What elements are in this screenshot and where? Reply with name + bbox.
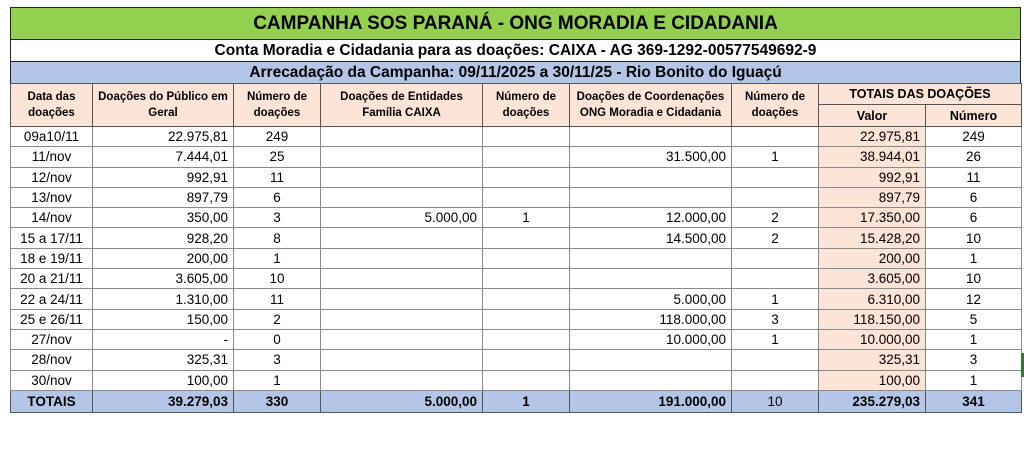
- cell-coordination-count[interactable]: 3: [732, 309, 819, 329]
- cell-total-count[interactable]: 1: [926, 370, 1022, 390]
- cell-entities-count[interactable]: [483, 269, 570, 289]
- cell-coordination[interactable]: 5.000,00: [570, 289, 732, 309]
- cell-entities-count[interactable]: [483, 289, 570, 309]
- header-coordination-donations: Doações de Coordenações ONG Moradia e Cidadania: [570, 84, 732, 127]
- cell-total-value[interactable]: 897,79: [819, 187, 926, 207]
- cell-public-count[interactable]: 6: [234, 187, 321, 207]
- cell-public[interactable]: 22.975,81: [93, 127, 234, 147]
- spreadsheet: [10, 7, 1021, 413]
- cell-total-value[interactable]: 15.428,20: [819, 228, 926, 248]
- cell-entities-count[interactable]: [483, 127, 570, 147]
- donations-table: [10, 83, 1022, 413]
- cell-total-value[interactable]: 3.605,00: [819, 269, 926, 289]
- cell-public-count[interactable]: 3: [234, 208, 321, 228]
- cell-date[interactable]: 13/nov: [11, 187, 93, 207]
- cell-entities-count[interactable]: [483, 329, 570, 349]
- cell-total-count[interactable]: 1: [926, 248, 1022, 268]
- cell-public[interactable]: 3.605,00: [93, 269, 234, 289]
- cell-coordination-count[interactable]: 1: [732, 289, 819, 309]
- donations-rows: [11, 127, 1022, 391]
- cell-coordination-count[interactable]: 2: [732, 228, 819, 248]
- cell-public-count[interactable]: 11: [234, 167, 321, 187]
- campaign-period-line: Arrecadação da Campanha: 09/11/2025 a 30/11/25 - Rio Bonito do Iguaçú: [10, 61, 1021, 83]
- cell-coordination-count[interactable]: [732, 187, 819, 207]
- cell-public[interactable]: 100,00: [93, 370, 234, 390]
- cell-entities-count[interactable]: [483, 228, 570, 248]
- cell-coordination[interactable]: 12.000,00: [570, 208, 732, 228]
- cell-date[interactable]: 14/nov: [11, 208, 93, 228]
- cell-coordination[interactable]: [570, 248, 732, 268]
- cell-public[interactable]: 200,00: [93, 248, 234, 268]
- cell-public-count[interactable]: 11: [234, 289, 321, 309]
- table-row: [11, 329, 1022, 349]
- table-row: [11, 269, 1022, 289]
- cell-coordination[interactable]: [570, 187, 732, 207]
- cell-total-count[interactable]: 10: [926, 228, 1022, 248]
- cell-coordination[interactable]: 31.500,00: [570, 147, 732, 167]
- cell-coordination-count[interactable]: [732, 127, 819, 147]
- totals-coordination-count: 10: [732, 390, 819, 412]
- cell-entities[interactable]: [321, 187, 483, 207]
- totals-coordination: 191.000,00: [570, 390, 732, 412]
- table-row: [11, 289, 1022, 309]
- cell-entities[interactable]: [321, 289, 483, 309]
- cell-public[interactable]: 897,79: [93, 187, 234, 207]
- cell-date[interactable]: 22 a 24/11: [11, 289, 93, 309]
- cell-total-value[interactable]: 38.944,01: [819, 147, 926, 167]
- cell-coordination-count[interactable]: [732, 167, 819, 187]
- cell-public-count[interactable]: 2: [234, 309, 321, 329]
- cell-total-count[interactable]: 3: [926, 350, 1022, 370]
- cell-entities-count[interactable]: [483, 147, 570, 167]
- cell-entities-count[interactable]: [483, 187, 570, 207]
- cell-public-count[interactable]: 249: [234, 127, 321, 147]
- cell-entities[interactable]: [321, 309, 483, 329]
- header-entity-count: Número de doações: [483, 84, 570, 127]
- table-row: [11, 127, 1022, 147]
- cell-total-value[interactable]: 100,00: [819, 370, 926, 390]
- cell-public[interactable]: 350,00: [93, 208, 234, 228]
- cell-entities-count[interactable]: [483, 248, 570, 268]
- table-row: [11, 248, 1022, 268]
- cell-total-value[interactable]: 6.310,00: [819, 289, 926, 309]
- cell-date[interactable]: 09a10/11: [11, 127, 93, 147]
- campaign-title: CAMPANHA SOS PARANÁ - ONG MORADIA E CIDADANIA: [10, 7, 1021, 39]
- cell-total-value[interactable]: 992,91: [819, 167, 926, 187]
- cell-entities[interactable]: [321, 127, 483, 147]
- table-row: [11, 147, 1022, 167]
- totals-grand-value: 235.279,03: [819, 390, 926, 412]
- cell-public[interactable]: 928,20: [93, 228, 234, 248]
- header-public-count: Número de doações: [234, 84, 321, 127]
- cell-coordination[interactable]: [570, 350, 732, 370]
- cell-date[interactable]: 15 a 17/11: [11, 228, 93, 248]
- cell-total-value[interactable]: 118.150,00: [819, 309, 926, 329]
- cell-date[interactable]: 30/nov: [11, 370, 93, 390]
- totals-label: TOTAIS: [11, 390, 93, 412]
- cell-public-count[interactable]: 1: [234, 248, 321, 268]
- cell-total-value[interactable]: 17.350,00: [819, 208, 926, 228]
- cell-entities-count[interactable]: [483, 350, 570, 370]
- cell-coordination-count[interactable]: [732, 269, 819, 289]
- cell-date[interactable]: 11/nov: [11, 147, 93, 167]
- cell-date[interactable]: 20 a 21/11: [11, 269, 93, 289]
- cell-public-count[interactable]: 10: [234, 269, 321, 289]
- header-total-count: Número: [926, 105, 1022, 127]
- cell-entities[interactable]: 5.000,00: [321, 208, 483, 228]
- cell-date[interactable]: 28/nov: [11, 350, 93, 370]
- cell-coordination[interactable]: [570, 370, 732, 390]
- cell-coordination-count[interactable]: [732, 370, 819, 390]
- cell-entities[interactable]: [321, 269, 483, 289]
- table-row: [11, 350, 1022, 370]
- cell-total-count[interactable]: 6: [926, 208, 1022, 228]
- cell-date[interactable]: 25 e 26/11: [11, 309, 93, 329]
- cell-coordination-count[interactable]: 2: [732, 208, 819, 228]
- cell-entities[interactable]: [321, 147, 483, 167]
- totals-public: 39.279,03: [93, 390, 234, 412]
- cell-total-count[interactable]: 10: [926, 269, 1022, 289]
- cell-total-count[interactable]: 11: [926, 167, 1022, 187]
- cell-public-count[interactable]: 25: [234, 147, 321, 167]
- cell-coordination[interactable]: 118.000,00: [570, 309, 732, 329]
- cell-entities[interactable]: [321, 350, 483, 370]
- header-total-value: Valor: [819, 105, 926, 127]
- table-row: [11, 208, 1022, 228]
- cell-total-count[interactable]: 5: [926, 309, 1022, 329]
- cell-total-count[interactable]: 6: [926, 187, 1022, 207]
- bank-account-line: Conta Moradia e Cidadania para as doações: CAIXA - AG 369-1292-00577549692-9: [10, 39, 1021, 61]
- cell-public-count[interactable]: 3: [234, 350, 321, 370]
- table-row: [11, 228, 1022, 248]
- header-public-donations: Doações do Público em Geral: [93, 84, 234, 127]
- cell-public[interactable]: 1.310,00: [93, 289, 234, 309]
- cell-entities[interactable]: [321, 370, 483, 390]
- header-coordination-count: Número de doações: [732, 84, 819, 127]
- cell-coordination-count[interactable]: 1: [732, 329, 819, 349]
- totals-entities-count: 1: [483, 390, 570, 412]
- cell-entities[interactable]: [321, 167, 483, 187]
- cell-total-value[interactable]: 200,00: [819, 248, 926, 268]
- cell-coordination[interactable]: [570, 269, 732, 289]
- cell-total-count[interactable]: 249: [926, 127, 1022, 147]
- totals-public-count: 330: [234, 390, 321, 412]
- cell-entities[interactable]: [321, 228, 483, 248]
- totals-row: [11, 390, 1022, 412]
- cell-public[interactable]: -: [93, 329, 234, 349]
- cell-public[interactable]: 992,91: [93, 167, 234, 187]
- totals-grand-count: 341: [926, 390, 1022, 412]
- table-row: [11, 187, 1022, 207]
- cell-coordination[interactable]: 14.500,00: [570, 228, 732, 248]
- cell-entities[interactable]: [321, 248, 483, 268]
- header-totals-group: TOTAIS DAS DOAÇÕES: [819, 84, 1022, 105]
- header-entity-donations: Doações de Entidades Família CAIXA: [321, 84, 483, 127]
- cell-date[interactable]: 12/nov: [11, 167, 93, 187]
- totals-entities: 5.000,00: [321, 390, 483, 412]
- table-row: [11, 370, 1022, 390]
- header-date: Data das doações: [11, 84, 93, 127]
- cell-total-count[interactable]: 12: [926, 289, 1022, 309]
- cell-coordination[interactable]: [570, 167, 732, 187]
- cell-entities-count[interactable]: [483, 167, 570, 187]
- cell-public[interactable]: 150,00: [93, 309, 234, 329]
- cell-coordination[interactable]: [570, 127, 732, 147]
- cell-total-value[interactable]: 10.000,00: [819, 329, 926, 349]
- table-row: [11, 167, 1022, 187]
- cell-coordination[interactable]: 10.000,00: [570, 329, 732, 349]
- cell-entities-count[interactable]: 1: [483, 208, 570, 228]
- cell-entities-count[interactable]: [483, 370, 570, 390]
- cell-total-count[interactable]: 26: [926, 147, 1022, 167]
- cell-public-count[interactable]: 8: [234, 228, 321, 248]
- cell-date[interactable]: 27/nov: [11, 329, 93, 349]
- cell-entities[interactable]: [321, 329, 483, 349]
- cell-total-count[interactable]: 1: [926, 329, 1022, 349]
- cell-coordination-count[interactable]: 1: [732, 147, 819, 167]
- cell-entities-count[interactable]: [483, 309, 570, 329]
- cell-public-count[interactable]: 1: [234, 370, 321, 390]
- cell-date[interactable]: 18 e 19/11: [11, 248, 93, 268]
- cell-coordination-count[interactable]: [732, 248, 819, 268]
- cell-total-value[interactable]: 325,31: [819, 350, 926, 370]
- cell-public[interactable]: 7.444,01: [93, 147, 234, 167]
- cell-coordination-count[interactable]: [732, 350, 819, 370]
- cell-total-value[interactable]: 22.975,81: [819, 127, 926, 147]
- cell-public[interactable]: 325,31: [93, 350, 234, 370]
- table-row: [11, 309, 1022, 329]
- cell-public-count[interactable]: 0: [234, 329, 321, 349]
